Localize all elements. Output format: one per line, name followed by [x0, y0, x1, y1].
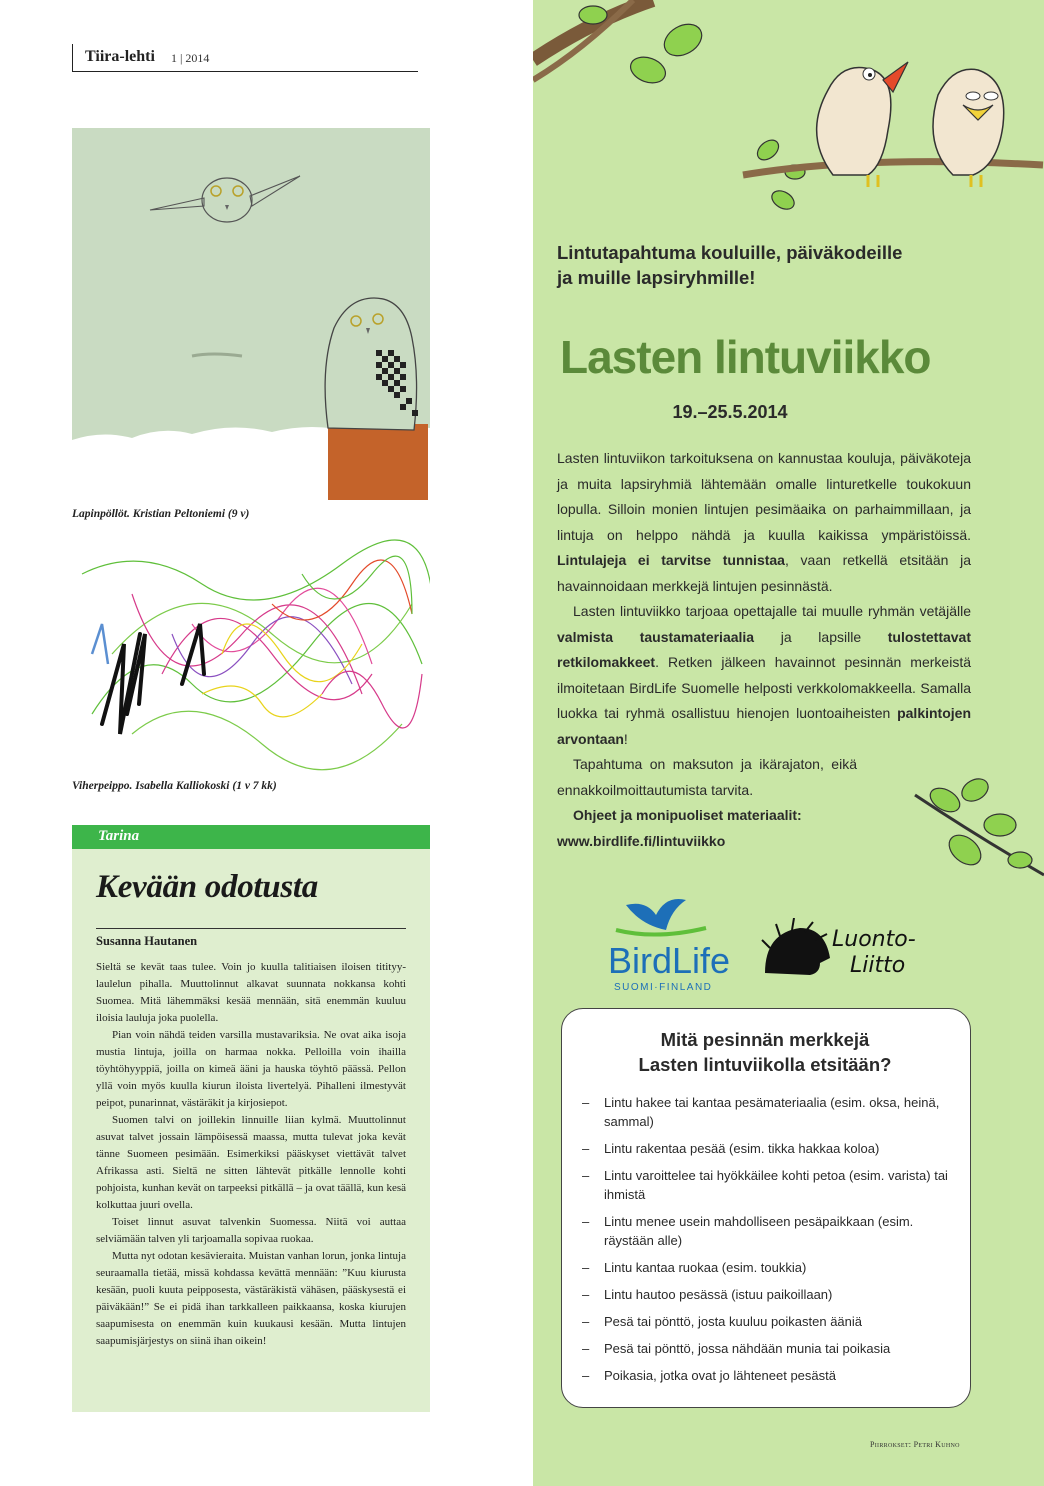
- event-headline: [557, 240, 977, 290]
- event-p2d: tulostettavat retkilomakkeet: [557, 628, 971, 670]
- list-item: – Lintu menee usein mahdolliseen pesäpaikkaan (esim. räystään alle): [582, 1212, 948, 1250]
- event-p2f: palkintojen arvontaan: [557, 705, 971, 747]
- owl-drawing-art: [72, 128, 430, 500]
- event-dates: 19.–25.5.2014: [672, 402, 788, 422]
- event-headline-line2: ja muille lapsiryhmille!: [557, 267, 756, 288]
- event-p4: Ohjeet ja monipuoliset materiaalit:: [573, 807, 802, 823]
- list-item: – Lintu hautoo pesässä (istuu paikoillaan): [582, 1285, 948, 1304]
- drawing-caption-1: Lapinpöllöt. Kristian Peltoniemi (9 v): [72, 508, 250, 520]
- story-paragraph: Pian voin nähdä teiden varsilla mustavariksia. Ne ovat aika isoja mustia lintuja, joilla on harmaa nokka. Pelloilla voin ihailla töyhtöhyyppiä, joilla on kimeä ääni ja hauska töyhtö päässä. Pellon yllä voin myös kuulla kiurun iloista livertelyä. Pihalleni ilmestyvät peipot, punarinnat, västäräkit ja kirjosiepot.: [96, 1029, 406, 1109]
- branch-birds-illustration: [533, 0, 1044, 230]
- birdlife-subtitle: SUOMI·FINLAND: [614, 982, 713, 993]
- greenfinch-drawing: [72, 534, 430, 774]
- event-p2g: !: [623, 730, 628, 747]
- list-item: – Lintu varoittelee tai hyökkäilee kohti petoa (esim. varista) tai ihmistä: [582, 1166, 948, 1204]
- story-paragraph: Sieltä se kevät taas tulee. Voin jo kuulla talitiaisen iloisen titityy-laulelun pihalla. Muuttolinnut alkavat suunnata nokkansa kohti Suomea. Mitä lähemmäksi kesää mennään, sitä enemmän kuuluu iloisia lauluja joka puolella.: [96, 961, 406, 1024]
- leaf-branch-illustration: [905, 765, 1044, 885]
- story-author: Susanna Hautanen: [96, 928, 406, 949]
- list-item: – Lintu hakee tai kantaa pesämateriaalia (esim. oksa, heinä, sammal): [582, 1093, 948, 1131]
- issue-number: 1 | 2014: [171, 51, 210, 65]
- drawing-caption-2: Viherpeippo. Isabella Kalliokoski (1 v 7 kk): [72, 780, 277, 792]
- event-p2c: ja lapsille: [754, 628, 888, 645]
- page-header: [72, 44, 418, 72]
- nesting-signs-list: [582, 1093, 948, 1385]
- illustration-credit: Piirrokset: Petri Kuhno: [870, 1440, 960, 1449]
- story-paragraph: Suomen talvi on joillekin linnuille liian kylmä. Muuttolinnut asuvat talvet jossain lämpöisessä maassa, mutta tulevat joka kevät tänne Suomeen pesimään. Esimerkiksi pääskyset viettävät talvet Afrikassa asti. Sieltä ne sitten lähtevät pitkälle lennolle kohti pohjoista, kunhan kevät on tarpeeksi pitkällä – ja ovat täällä, kun kesä kolkuttaa juuri ovella.: [96, 1114, 406, 1211]
- box-title-line2: Lasten lintuviikolla etsitään?: [638, 1054, 892, 1075]
- event-p1c: , vaan retkellä etsitään ja havainnoidaan merkkejä lintujen pesinnästä.: [557, 552, 971, 594]
- list-item: – Pesä tai pönttö, jossa nähdään munia tai poikasia: [582, 1339, 948, 1358]
- luonto-line1: Luonto-: [832, 927, 916, 952]
- event-p2b: valmista taustamateriaalia: [557, 628, 755, 645]
- event-p1a: Lasten lintuviikon tarkoituksena on kannustaa kouluja, päiväkoteja ja muita lapsiryhmiä lähtemään omalle linturetkelle toukokuun lopulla. Silloin monien lintujen pesimäaika on parhaimmillaan, ja lintuja on helppo nähdä ja kuulla kaikissa ympäristöissä.: [557, 450, 971, 543]
- box-title: [582, 1027, 948, 1077]
- list-item: – Lintu rakentaa pesää (esim. tikka hakkaa koloa): [582, 1139, 948, 1158]
- event-headline-line1: Lintutapahtuma kouluille, päiväkodeille: [557, 242, 903, 263]
- magazine-name: Tiira-lehti: [85, 48, 155, 65]
- nesting-signs-box: [561, 1008, 971, 1408]
- section-label: Tarina: [72, 825, 430, 849]
- greenfinch-scribbles: [72, 534, 430, 774]
- event-url-link[interactable]: www.birdlife.fi/lintuviikko: [557, 832, 726, 849]
- event-p2e: . Retken jälkeen havainnot pesinnän merkeistä ilmoitetaan BirdLife Suomelle helposti verkkolomakkeella. Samalla luokka tai ryhmä osallistuu hienojen luontoaiheisten: [557, 654, 971, 721]
- story-box: [72, 849, 430, 1412]
- birdlife-wordmark: BirdLife: [608, 940, 731, 981]
- list-item: – Poikasia, jotka ovat jo lähteneet pesästä: [582, 1366, 948, 1385]
- story-title: Kevään odotusta: [96, 869, 318, 905]
- story-paragraph: Toiset linnut asuvat talvenkin Suomessa. Niitä voi auttaa selviämään talven yli tarjoamalla sopivaa ruokaa.: [96, 1216, 406, 1245]
- list-item: – Pesä tai pönttö, josta kuuluu poikasten ääniä: [582, 1312, 948, 1331]
- event-p1b: Lintulajeja ei tarvitse tunnistaa: [557, 552, 785, 568]
- luonto-line2: Liitto: [850, 953, 906, 978]
- owl-drawing: [72, 128, 430, 500]
- birdlife-bird-icon: [606, 895, 746, 995]
- luonto-liitto-logo: [760, 918, 930, 993]
- lasten-lintuviikko-logo: Lasten lintuviikko: [560, 331, 931, 383]
- birdlife-logo: [606, 895, 746, 1000]
- hedgehog-icon: [760, 918, 930, 988]
- event-p3: Tapahtuma on maksuton ja ikärajaton, eikä ennakkoilmoittautumista tarvita.: [557, 756, 857, 798]
- story-paragraph: Mutta nyt odotan kesävieraita. Muistan vanhan lorun, jonka lintuja seuraamalla tietää, missä kohdassa kevättä mennään: ”Kuu kiurusta kesään, puoli kuuta peipposesta, västäräkistä vähäsen, pääskysestä ei päiväkään!” Se ei pidä ihan tarkkalleen paikkaansa, koska kiurujen saapumisesta on enemmän kuin kuukausi kesään. Mutta lintujen saapumisjärjestys on siinä ihan oikein!: [96, 1250, 406, 1347]
- box-title-line1: Mitä pesinnän merkkejä: [660, 1029, 870, 1050]
- event-p2a: Lasten lintuviikko tarjoaa opettajalle tai muulle ryhmän vetäjälle: [573, 603, 971, 619]
- list-item: – Lintu kantaa ruokaa (esim. toukkia): [582, 1258, 948, 1277]
